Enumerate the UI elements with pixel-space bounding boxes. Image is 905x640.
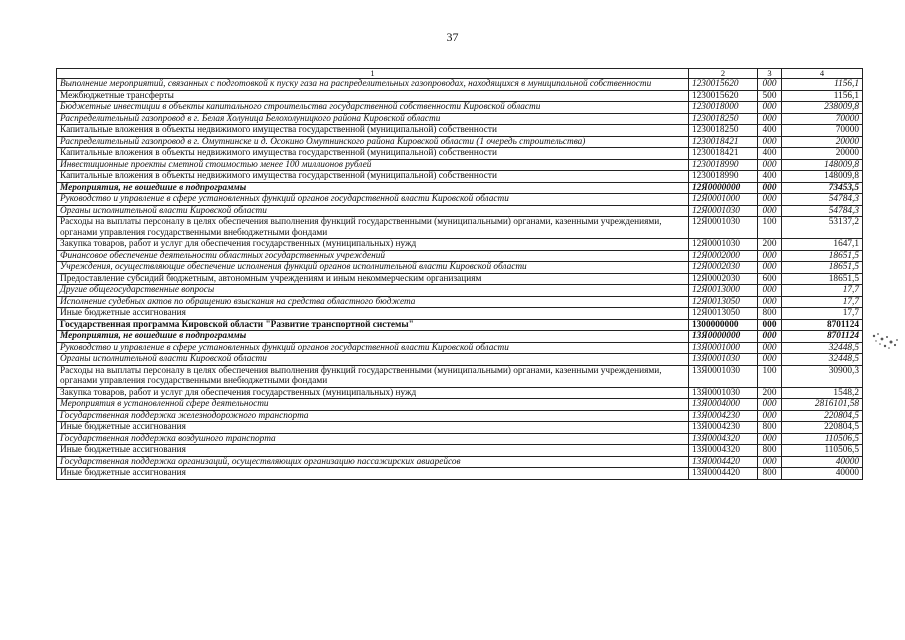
row-amount: 110506,5 <box>782 433 863 445</box>
row-amount: 20000 <box>782 136 863 148</box>
row-type: 200 <box>758 239 782 251</box>
row-code: 13Я0000000 <box>689 331 758 343</box>
row-code: 1230015620 <box>689 90 758 102</box>
row-name: Иные бюджетные ассигнования <box>57 422 689 434</box>
row-name: Мероприятия, не вошедшие в подпрограммы <box>57 182 689 194</box>
table-row <box>57 239 863 251</box>
row-type: 000 <box>758 410 782 422</box>
row-type: 800 <box>758 445 782 457</box>
row-code: 13Я0004320 <box>689 445 758 457</box>
row-code: 1230018990 <box>689 171 758 183</box>
row-code: 12Я0001000 <box>689 194 758 206</box>
table-row <box>57 159 863 171</box>
row-type: 400 <box>758 148 782 160</box>
row-code: 12Я0013050 <box>689 308 758 320</box>
row-code: 12Я0001030 <box>689 205 758 217</box>
row-name: Учреждения, осуществляющие обеспечение исполнения функций органов исполнительной власти Кировской области <box>57 262 689 274</box>
row-amount: 238009,8 <box>782 102 863 114</box>
table-row <box>57 296 863 308</box>
row-code: 12Я0013000 <box>689 285 758 297</box>
row-amount: 1647,1 <box>782 239 863 251</box>
header-type: 3 <box>758 69 782 79</box>
page-number: 37 <box>446 30 459 44</box>
row-name: Выполнение мероприятий, связанных с подготовкой к пуску газа на распределительных газопроводах, находящихся в муниципальной собственности <box>57 79 689 91</box>
row-name: Капитальные вложения в объекты недвижимого имущества государственной (муниципальной) собственности <box>57 125 689 137</box>
row-code: 1230018000 <box>689 102 758 114</box>
scan-artifact <box>868 330 900 352</box>
row-name: Финансовое обеспечение деятельности областных государственных учреждений <box>57 250 689 262</box>
row-code: 12Я0002030 <box>689 273 758 285</box>
row-type: 000 <box>758 262 782 274</box>
row-type: 000 <box>758 113 782 125</box>
table-row <box>57 113 863 125</box>
row-amount: 1156,1 <box>782 90 863 102</box>
row-type: 000 <box>758 433 782 445</box>
row-type: 000 <box>758 296 782 308</box>
row-code: 12Я0001030 <box>689 239 758 251</box>
table-row <box>57 125 863 137</box>
row-name: Расходы на выплаты персоналу в целях обеспечения выполнения функций государственными (муниципальными) органами, казенными учреждениями, органами управления государственными внебюджетными фондами <box>57 365 689 387</box>
table-row <box>57 433 863 445</box>
table-row <box>57 319 863 331</box>
row-amount: 30900,3 <box>782 365 863 387</box>
table-row <box>57 331 863 343</box>
row-amount: 8701124 <box>782 331 863 343</box>
row-type: 000 <box>758 136 782 148</box>
table-row <box>57 262 863 274</box>
row-name: Закупка товаров, работ и услуг для обеспечения государственных (муниципальных) нужд <box>57 387 689 399</box>
row-amount: 18651,5 <box>782 250 863 262</box>
row-type: 000 <box>758 319 782 331</box>
row-name: Мероприятия в установленной сфере деятельности <box>57 399 689 411</box>
row-amount: 2816101,58 <box>782 399 863 411</box>
row-name: Иные бюджетные ассигнования <box>57 308 689 320</box>
row-code: 13Я0004230 <box>689 422 758 434</box>
table-row <box>57 410 863 422</box>
row-amount: 53137,2 <box>782 217 863 239</box>
row-name: Бюджетные инвестиции в объекты капитального строительства государственной собственности Кировской области <box>57 102 689 114</box>
row-amount: 1548,2 <box>782 387 863 399</box>
row-type: 000 <box>758 354 782 366</box>
row-name: Государственная поддержка организаций, осуществляющих организацию пассажирских авиарейсов <box>57 456 689 468</box>
row-code: 13Я0004420 <box>689 456 758 468</box>
row-code: 1230018421 <box>689 148 758 160</box>
row-name: Исполнение судебных актов по обращению взыскания на средства областного бюджета <box>57 296 689 308</box>
row-code: 1230018250 <box>689 113 758 125</box>
row-name: Межбюджетные трансферты <box>57 90 689 102</box>
row-code: 13Я0004000 <box>689 399 758 411</box>
table-row <box>57 194 863 206</box>
row-type: 100 <box>758 217 782 239</box>
row-type: 000 <box>758 102 782 114</box>
header-name: 1 <box>57 69 689 79</box>
table-row <box>57 354 863 366</box>
table-row <box>57 422 863 434</box>
row-code: 12Я0013050 <box>689 296 758 308</box>
row-code: 1230018250 <box>689 125 758 137</box>
row-amount: 148009,8 <box>782 159 863 171</box>
row-type: 800 <box>758 422 782 434</box>
row-amount: 18651,5 <box>782 262 863 274</box>
table-row <box>57 148 863 160</box>
table-row <box>57 205 863 217</box>
row-code: 1230015620 <box>689 79 758 91</box>
row-amount: 17,7 <box>782 285 863 297</box>
table-row <box>57 308 863 320</box>
row-name: Руководство и управление в сфере установленных функций органов государственной власти Кировской области <box>57 342 689 354</box>
row-code: 12Я0001030 <box>689 217 758 239</box>
row-name: Предоставление субсидий бюджетным, автономным учреждениям и иным некоммерческим организациям <box>57 273 689 285</box>
row-type: 500 <box>758 90 782 102</box>
row-name: Закупка товаров, работ и услуг для обеспечения государственных (муниципальных) нужд <box>57 239 689 251</box>
row-amount: 73453,5 <box>782 182 863 194</box>
row-name: Руководство и управление в сфере установленных функций органов государственной власти Кировской области <box>57 194 689 206</box>
row-amount: 18651,5 <box>782 273 863 285</box>
row-code: 13Я0004230 <box>689 410 758 422</box>
table-row <box>57 171 863 183</box>
row-code: 13Я0001030 <box>689 365 758 387</box>
row-name: Расходы на выплаты персоналу в целях обеспечения выполнения функций государственными (муниципальными) органами, казенными учреждениями, органами управления государственными внебюджетными фондами <box>57 217 689 239</box>
header-code: 2 <box>689 69 758 79</box>
table-row <box>57 285 863 297</box>
row-type: 000 <box>758 194 782 206</box>
row-type: 000 <box>758 342 782 354</box>
row-type: 000 <box>758 331 782 343</box>
table-row <box>57 273 863 285</box>
row-amount: 1156,1 <box>782 79 863 91</box>
row-name: Органы исполнительной власти Кировской области <box>57 205 689 217</box>
table-row <box>57 468 863 480</box>
row-name: Государственная поддержка воздушного транспорта <box>57 433 689 445</box>
row-amount: 32448,5 <box>782 342 863 354</box>
row-amount: 54784,3 <box>782 205 863 217</box>
row-type: 400 <box>758 125 782 137</box>
row-type: 100 <box>758 365 782 387</box>
table-row <box>57 445 863 457</box>
table-row <box>57 217 863 239</box>
table-row <box>57 79 863 91</box>
row-name: Капитальные вложения в объекты недвижимого имущества государственной (муниципальной) собственности <box>57 148 689 160</box>
row-type: 200 <box>758 387 782 399</box>
row-type: 000 <box>758 205 782 217</box>
row-code: 13Я0001030 <box>689 354 758 366</box>
row-type: 800 <box>758 468 782 480</box>
row-amount: 220804,5 <box>782 422 863 434</box>
table-row <box>57 90 863 102</box>
row-name: Иные бюджетные ассигнования <box>57 468 689 480</box>
row-code: 12Я0002000 <box>689 250 758 262</box>
row-name: Государственная поддержка железнодорожного транспорта <box>57 410 689 422</box>
row-amount: 220804,5 <box>782 410 863 422</box>
row-type: 400 <box>758 171 782 183</box>
row-name: Государственная программа Кировской области "Развитие транспортной системы" <box>57 319 689 331</box>
row-type: 000 <box>758 79 782 91</box>
table-row <box>57 365 863 387</box>
row-amount: 70000 <box>782 125 863 137</box>
row-type: 000 <box>758 159 782 171</box>
budget-table <box>56 68 863 480</box>
row-name: Инвестиционные проекты сметной стоимостью менее 100 миллионов рублей <box>57 159 689 171</box>
row-amount: 20000 <box>782 148 863 160</box>
table-row <box>57 250 863 262</box>
row-name: Капитальные вложения в объекты недвижимого имущества государственной (муниципальной) собственности <box>57 171 689 183</box>
table-row <box>57 399 863 411</box>
row-amount: 17,7 <box>782 308 863 320</box>
row-amount: 110506,5 <box>782 445 863 457</box>
table-row <box>57 136 863 148</box>
row-code: 1230018990 <box>689 159 758 171</box>
table-row <box>57 456 863 468</box>
row-name: Органы исполнительной власти Кировской области <box>57 354 689 366</box>
row-amount: 54784,3 <box>782 194 863 206</box>
row-code: 13Я0001030 <box>689 387 758 399</box>
row-code: 13Я0004420 <box>689 468 758 480</box>
table-row <box>57 182 863 194</box>
row-type: 600 <box>758 273 782 285</box>
row-amount: 8701124 <box>782 319 863 331</box>
row-type: 000 <box>758 250 782 262</box>
row-amount: 40000 <box>782 456 863 468</box>
table-row <box>57 387 863 399</box>
row-amount: 70000 <box>782 113 863 125</box>
row-amount: 40000 <box>782 468 863 480</box>
row-amount: 148009,8 <box>782 171 863 183</box>
row-code: 1300000000 <box>689 319 758 331</box>
row-name: Распределительный газопровод в г. Омутнинске и д. Осокино Омутнинского района Кировской области (1 очередь строительства) <box>57 136 689 148</box>
row-code: 13Я0001000 <box>689 342 758 354</box>
row-code: 1230018421 <box>689 136 758 148</box>
row-type: 000 <box>758 399 782 411</box>
table-row <box>57 342 863 354</box>
header-row <box>57 69 863 79</box>
header-amount: 4 <box>782 69 863 79</box>
row-code: 13Я0004320 <box>689 433 758 445</box>
row-name: Распределительный газопровод в г. Белая Холуница Белохолуницкого района Кировской области <box>57 113 689 125</box>
row-code: 12Я0000000 <box>689 182 758 194</box>
row-name: Другие общегосударственные вопросы <box>57 285 689 297</box>
row-type: 000 <box>758 456 782 468</box>
row-name: Мероприятия, не вошедшие в подпрограммы <box>57 331 689 343</box>
table-row <box>57 102 863 114</box>
row-type: 000 <box>758 285 782 297</box>
row-amount: 32448,5 <box>782 354 863 366</box>
row-type: 800 <box>758 308 782 320</box>
row-amount: 17,7 <box>782 296 863 308</box>
row-code: 12Я0002030 <box>689 262 758 274</box>
row-name: Иные бюджетные ассигнования <box>57 445 689 457</box>
row-type: 000 <box>758 182 782 194</box>
